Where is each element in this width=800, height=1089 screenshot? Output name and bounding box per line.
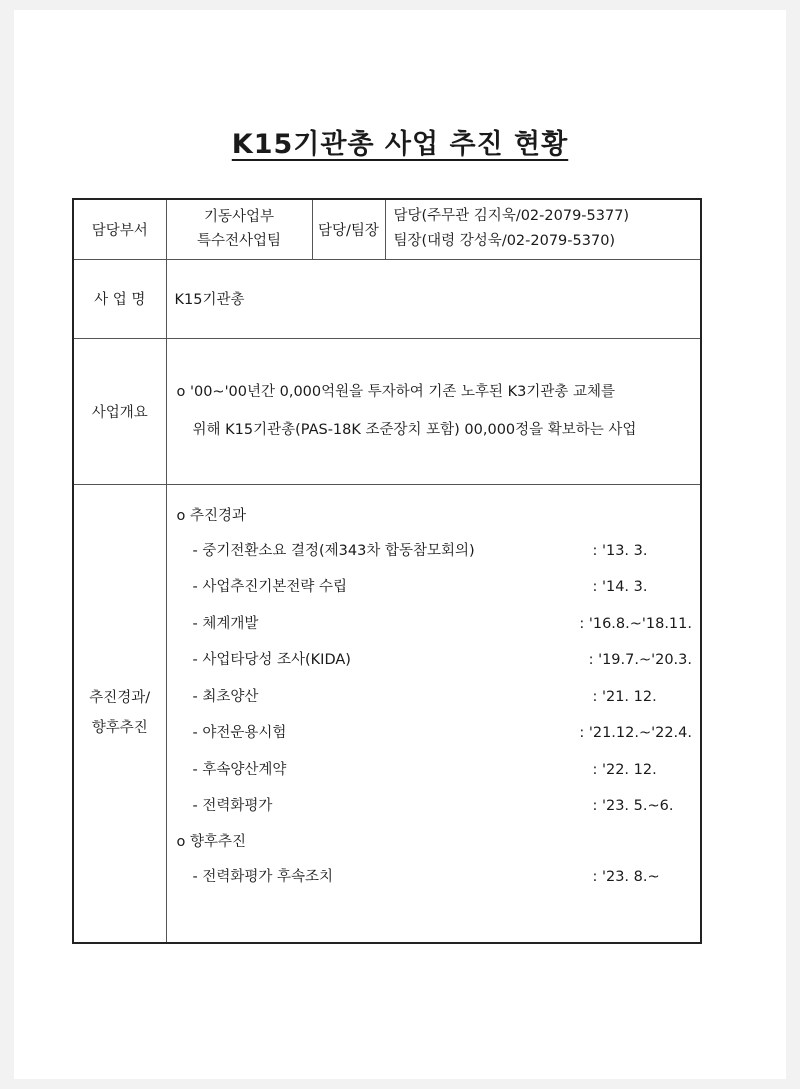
history-item	[177, 679, 693, 716]
future-item-date: : '23. 8.~	[592, 868, 660, 885]
progress-label	[73, 484, 166, 943]
history-item-name: - 전력화평가	[192, 798, 273, 814]
document-title: K15기관총 사업 추진 현황	[231, 129, 569, 160]
history-item-name: - 최초양산	[192, 688, 259, 705]
project-label: 사 업 명	[73, 259, 166, 338]
history-item-name: - 중기전환소요 결정(제343차 합동참모회의)	[192, 542, 475, 559]
progress-label-line1: 추진경과/	[89, 690, 151, 707]
overview-row	[73, 338, 701, 484]
project-row	[73, 259, 701, 338]
overview-line2: 위해 K15기관총(PAS-18K 조준장치 포함) 00,000정을 확보하는 사업	[192, 422, 637, 438]
history-item-name: - 체계개발	[192, 615, 259, 632]
dept-value	[166, 199, 312, 259]
project-value: K15기관총	[166, 259, 701, 338]
contact-label: 담당/팀장	[312, 199, 385, 259]
future-item-name: - 전력화평가 후속조치	[192, 868, 334, 885]
history-item-name: - 사업타당성 조사(KIDA)	[192, 652, 351, 668]
overview-line1: o '00~'00년간 0,000억원을 투자하여 기존 노후된 K3기관총 교체를	[176, 384, 616, 400]
history-item-date: : '21.12.~'22.4.	[579, 725, 692, 741]
history-item-date: : '13. 3.	[592, 542, 648, 559]
history-item	[177, 533, 693, 570]
progress-content	[166, 484, 701, 943]
overview-value	[166, 338, 701, 484]
history-item	[177, 642, 693, 679]
future-list	[177, 859, 693, 896]
history-list	[177, 533, 693, 825]
dept-value-line2: 특수전사업팀	[196, 233, 282, 250]
history-item-name: - 후속양산계약	[192, 761, 287, 778]
history-item	[177, 715, 693, 752]
progress-label-line2: 향후추진	[91, 720, 148, 737]
history-item	[177, 752, 693, 789]
dept-row	[73, 199, 701, 259]
dept-label: 담당부서	[73, 199, 166, 259]
history-item	[177, 788, 693, 825]
future-item	[177, 859, 693, 896]
overview-label: 사업개요	[73, 338, 166, 484]
history-item-date: : '22. 12.	[592, 761, 657, 778]
contact-line2: 팀장(대령 강성욱/02-2079-5370)	[393, 233, 616, 250]
contact-line1: 담당(주무관 김지욱/02-2079-5377)	[393, 208, 630, 225]
history-item-date: : '21. 12.	[592, 688, 657, 705]
dept-value-line1: 기동사업부	[203, 209, 275, 226]
history-item-date: : '14. 3.	[592, 579, 648, 595]
history-item-date: : '19.7.~'20.3.	[588, 652, 692, 668]
history-item-name: - 야전운용시험	[192, 725, 287, 741]
history-item-date: : '16.8.~'18.11.	[579, 615, 692, 632]
progress-row	[73, 484, 701, 943]
contact-value	[385, 199, 701, 259]
future-heading: o 향후추진	[176, 833, 247, 850]
history-heading: o 추진경과	[176, 507, 247, 524]
project-status-table	[72, 198, 702, 944]
history-item-date: : '23. 5.~6.	[592, 798, 674, 814]
history-item-name: - 사업추진기본전략 수립	[192, 579, 348, 595]
history-item	[177, 606, 693, 643]
history-item	[177, 569, 693, 606]
